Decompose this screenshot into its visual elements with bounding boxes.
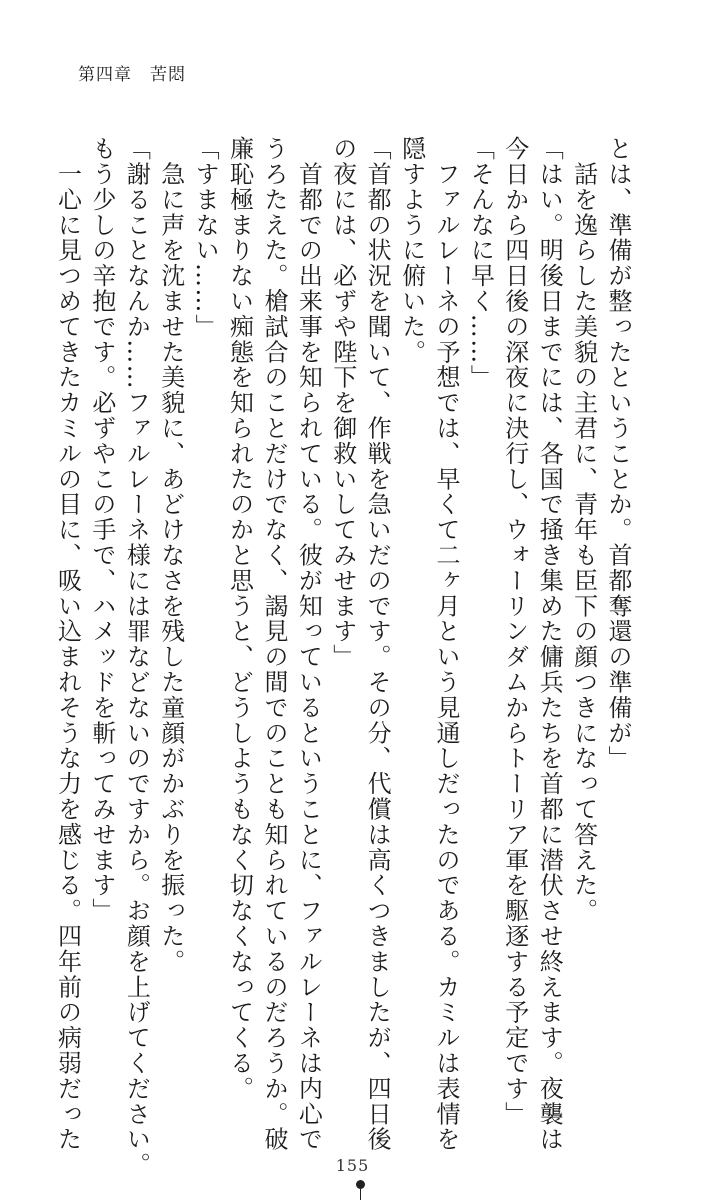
- text-line: もう少しの辛抱です。必ずやこの手で、ハメッドを斬ってみせます」: [87, 136, 116, 924]
- text-line: 「謝ることなんか……ファルレーネ様には罪などないのですから。お顔を上げてください。: [122, 136, 151, 1178]
- text-line: 首都での出来事を知られている。彼が知っているということに、ファルレーネは内心で: [294, 136, 323, 1152]
- text-line: 急に声を沈ませた美貌に、あどけなさを残した童顔がかぶりを振った。: [156, 136, 185, 975]
- text-line: うろたえた。槍試合のことだけでなく、謁見の間でのことも知られているのだろうか。破: [259, 136, 288, 1152]
- running-head: 第四章 苦悶: [78, 65, 186, 85]
- text-line: 隠すように俯いた。: [397, 136, 426, 365]
- page-number: 155: [335, 1156, 370, 1175]
- text-line: 話を逸らした美貌の主君に、青年も臣下の顔つきになって答えた。: [569, 136, 598, 924]
- text-line: 「すまない……」: [191, 136, 220, 340]
- text-line: 「そんなに早く……」: [466, 136, 495, 390]
- text-line: 一心に見つめてきたカミルの目に、吸い込まれそうな力を感じる。四年前の病弱だった: [53, 136, 82, 1152]
- text-line: 「はい。明後日までには、各国で掻き集めた傭兵たちを首都に潜伏させ終えます。夜襲は: [535, 136, 564, 1152]
- text-line: とは、準備が整ったということか。首都奪還の準備が」: [604, 136, 632, 771]
- bookmark-marker-icon: [351, 1180, 371, 1200]
- text-line: 廉恥極まりない痴態を知られたのかと思うと、どうしようもなく切なくなってくる。: [225, 136, 254, 1102]
- text-line: 今日から四日後の深夜に決行し、ウォーリンダムからトーリア軍を駆逐する予定です」: [500, 136, 529, 1127]
- text-line: の夜には、必ずや陛下を御救いしてみせます」: [328, 136, 357, 670]
- text-line: ファルレーネの予想では、早くて二ヶ月という見通しだったのである。カミルは表情を: [431, 136, 460, 1152]
- text-line: 「首都の状況を聞いて、作戦を急いだのです。その分、代償は高くつきましたが、四日後: [363, 136, 392, 1152]
